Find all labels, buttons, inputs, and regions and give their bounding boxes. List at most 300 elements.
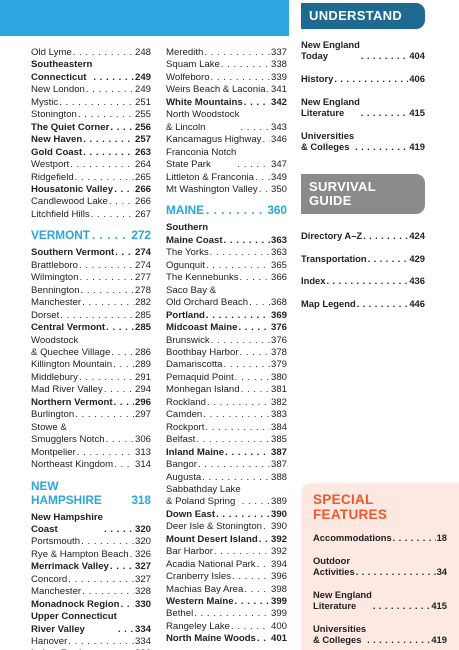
page-number: 415 [409, 107, 425, 118]
toc-entry[interactable] [166, 584, 287, 596]
toc-entry[interactable] [31, 536, 151, 548]
toc-entry[interactable] [166, 409, 287, 421]
entry-name: Portland [166, 309, 205, 321]
toc-entry[interactable] [31, 272, 151, 284]
entry-name: The Quiet Corner [31, 121, 110, 133]
page-number: 297 [134, 409, 151, 421]
entry-name: Kancamagus Highway [166, 134, 262, 146]
dot-leader [240, 347, 270, 359]
page-number: 436 [409, 275, 425, 286]
entry-name: Transportation [301, 252, 367, 264]
toc-entry[interactable] [166, 384, 287, 396]
page-number: 278 [134, 284, 151, 296]
entry-name: The Kennebunks [166, 272, 239, 284]
toc-entry[interactable] [31, 459, 151, 471]
dot-leader [363, 230, 408, 241]
toc-entry[interactable] [313, 589, 447, 611]
entry-name: North Maine Woods [166, 633, 256, 645]
page-number: 328 [134, 586, 151, 598]
dot-leader [373, 600, 430, 611]
page-number: 415 [431, 600, 447, 611]
dot-leader [334, 73, 408, 84]
toc-entry[interactable] [166, 434, 287, 446]
toc-entry[interactable] [166, 59, 287, 71]
dot-leader [86, 84, 134, 96]
toc-entry[interactable] [31, 549, 151, 561]
entry-name: Monadnock Region [31, 598, 120, 610]
page-number: 266 [134, 196, 151, 208]
dot-leader [224, 359, 270, 371]
section-page: 272 [131, 228, 151, 243]
page-number: 265 [134, 171, 151, 183]
toc-entry[interactable] [166, 521, 287, 533]
dot-leader [115, 247, 134, 259]
toc-entry[interactable] [31, 97, 151, 109]
understand-heading: UNDERSTAND [301, 3, 425, 29]
page-number: 320 [134, 536, 151, 548]
entry-name: Northern Vermont [31, 396, 113, 408]
page-number: 379 [270, 359, 287, 371]
toc-entry[interactable] [166, 260, 287, 272]
dot-leader [75, 172, 134, 184]
section-name: NEW HAMPSHIRE [31, 478, 102, 507]
page-number: 349 [270, 171, 287, 183]
entry-name: Directory A–Z [301, 230, 363, 241]
page-number: 337 [270, 47, 287, 58]
dot-leader [207, 397, 270, 409]
toc-entry[interactable] [31, 109, 151, 121]
page-number: 314 [134, 459, 151, 471]
page-number: 277 [134, 272, 151, 284]
toc-entry[interactable] [166, 72, 287, 84]
toc-column-2 [166, 47, 287, 646]
page-number: 249 [134, 84, 151, 96]
toc-entry[interactable] [31, 335, 151, 360]
page-number: 274 [134, 247, 151, 259]
dot-leader [68, 574, 134, 586]
toc-entry[interactable] [166, 472, 287, 484]
toc-entry[interactable] [31, 297, 151, 309]
page-number: 383 [270, 409, 287, 421]
page-number: 327 [134, 573, 151, 585]
dot-leader [232, 571, 270, 583]
dot-leader [355, 141, 408, 152]
page-number: 380 [270, 371, 287, 383]
page-number: 334 [134, 636, 151, 648]
toc-entry[interactable] [301, 73, 425, 84]
toc-entry[interactable] [301, 39, 425, 61]
toc-entry[interactable] [31, 372, 151, 384]
entry-name: New Haven [31, 134, 83, 146]
toc-entry[interactable] [31, 122, 151, 134]
dot-leader [211, 72, 270, 84]
toc-entry[interactable] [31, 574, 151, 586]
toc-entry[interactable] [166, 134, 287, 146]
toc-section-heading[interactable] [166, 203, 287, 217]
toc-entry[interactable] [166, 285, 287, 310]
dot-leader [206, 203, 265, 217]
dot-leader [361, 50, 408, 61]
toc-entry[interactable] [31, 159, 151, 171]
toc-entry[interactable] [31, 247, 151, 259]
entry-name: Machias Bay Area [166, 583, 244, 595]
dot-leader [211, 335, 270, 347]
page-number: 343 [270, 121, 287, 133]
entry-name: Candlewood Lake [31, 196, 108, 208]
toc-entry[interactable] [301, 230, 425, 241]
dot-leader [202, 472, 270, 484]
entry-name: Littleton & Franconia [166, 171, 254, 183]
toc-entry[interactable] [31, 285, 151, 297]
toc-entry[interactable] [166, 459, 287, 471]
entry-name: Damariscotta [166, 359, 223, 371]
entry-name: Squam Lake [166, 59, 220, 71]
page-number: 404 [409, 50, 425, 61]
toc-entry[interactable] [166, 84, 287, 96]
page-number: 398 [270, 583, 287, 595]
page-number: 366 [270, 272, 287, 284]
entry-name: Augusta [166, 471, 202, 483]
entry-name: Burlington [31, 409, 75, 421]
entry-name: New England Literature [301, 96, 360, 118]
page-number: 327 [134, 561, 151, 573]
toc-entry[interactable] [31, 209, 151, 221]
page-number: 341 [270, 84, 287, 96]
survival-heading: SURVIVAL GUIDE [301, 174, 425, 214]
dot-leader [110, 122, 134, 134]
entry-name: New London [31, 84, 85, 96]
dot-leader [357, 298, 409, 309]
page-number: 384 [270, 421, 287, 433]
entry-name: Down East [166, 508, 216, 520]
entry-name: Outdoor Activities [313, 555, 355, 577]
dot-leader [238, 322, 270, 334]
entry-name: Universities & Colleges [313, 623, 367, 645]
dot-leader [77, 447, 134, 459]
toc-entry[interactable] [31, 586, 151, 598]
entry-name: Monhegan Island [166, 384, 240, 396]
entry-name: Concord [31, 573, 68, 585]
toc-entry[interactable] [166, 359, 287, 371]
toc-entry[interactable] [313, 532, 447, 543]
header-accent-bar [0, 0, 289, 36]
toc-entry[interactable] [166, 322, 287, 334]
entry-name: Universities & Colleges [301, 130, 355, 152]
dot-leader [81, 285, 134, 297]
toc-entry[interactable] [166, 571, 287, 583]
entry-name: Map Legend [301, 297, 356, 309]
entry-name: Southeastern Connecticut [31, 59, 93, 83]
dot-leader [267, 84, 270, 96]
understand-list [301, 39, 425, 152]
toc-entry[interactable] [166, 596, 287, 608]
page-number: 342 [270, 96, 287, 108]
page-number: 267 [134, 208, 151, 220]
entry-name: Ridgefield [31, 171, 74, 183]
entry-name: Deer Isle & Stonington [166, 521, 262, 533]
toc-entry[interactable] [166, 247, 287, 259]
page-number: 326 [134, 548, 151, 560]
dot-leader [82, 297, 134, 309]
toc-entry[interactable] [166, 310, 287, 322]
entry-name: Meredith [166, 47, 204, 58]
entry-name: Bar Harbor [166, 546, 213, 558]
dot-leader [241, 384, 270, 396]
entry-name: Brattleboro [31, 259, 78, 271]
entry-name: Stonington [31, 109, 77, 121]
entry-name: Northeast Kingdom [31, 459, 114, 471]
entry-name: New England Today [301, 39, 360, 61]
dot-leader [204, 47, 270, 59]
entry-name: Westport [31, 159, 70, 171]
toc-entry[interactable] [166, 147, 287, 172]
entry-name: North Woodstock & Lincoln [166, 109, 240, 133]
dot-leader [240, 272, 270, 284]
dot-leader [231, 621, 270, 633]
toc-entry[interactable] [31, 636, 151, 648]
toc-entry[interactable] [166, 608, 287, 620]
toc-entry[interactable] [31, 512, 151, 537]
entry-name: Gold Coast [31, 146, 83, 158]
entry-name: Portsmouth [31, 536, 81, 548]
entry-name: Bangor [166, 459, 197, 471]
dot-leader [114, 397, 134, 409]
toc-entry[interactable] [31, 611, 151, 636]
dot-leader [114, 459, 134, 471]
page-number: 256 [134, 121, 151, 133]
toc-entry[interactable] [31, 599, 151, 611]
entry-name: Litchfield Hills [31, 208, 90, 220]
dot-leader [79, 372, 134, 384]
toc-entry[interactable] [166, 109, 287, 134]
dot-leader [249, 297, 270, 309]
entry-name: Acadia National Park [166, 558, 256, 570]
page-number: 251 [134, 96, 151, 108]
dot-leader [130, 549, 134, 561]
entry-name: Rockport [166, 421, 205, 433]
page-number: 255 [134, 109, 151, 121]
entry-name: New Hampshire Coast [31, 511, 103, 535]
entry-name: Accommodations [313, 532, 392, 543]
page-number: 285 [134, 309, 151, 321]
toc-entry[interactable] [166, 559, 287, 571]
entry-name: Bennington [31, 284, 80, 296]
entry-name: Middlebury [31, 371, 78, 383]
toc-section-heading[interactable] [31, 479, 151, 507]
dot-leader [194, 608, 270, 620]
entry-name: Manchester [31, 297, 82, 309]
entry-name: Bethel [166, 608, 194, 620]
entry-name: Midcoast Maine [166, 322, 238, 334]
toc-entry[interactable] [31, 134, 151, 146]
toc-entry[interactable] [31, 84, 151, 96]
page-number: 369 [270, 309, 287, 321]
entry-name: Montpelier [31, 446, 76, 458]
page-number: 394 [270, 558, 287, 570]
dot-leader [327, 275, 409, 286]
dot-leader [70, 159, 134, 171]
toc-entry[interactable] [31, 447, 151, 459]
dot-leader [93, 72, 134, 84]
toc-entry[interactable] [166, 633, 287, 645]
page-number: 385 [270, 434, 287, 446]
toc-entry[interactable] [166, 509, 287, 521]
toc-entry[interactable] [313, 623, 447, 645]
toc-entry[interactable] [166, 422, 287, 434]
entry-name: Central Vermont [31, 322, 106, 334]
entry-name: The Yorks [166, 247, 209, 259]
page-number: 368 [270, 297, 287, 309]
toc-entry[interactable] [31, 196, 151, 208]
dot-leader [368, 253, 409, 264]
page-number: 263 [134, 146, 151, 158]
toc-entry[interactable] [313, 555, 447, 577]
toc-entry[interactable] [166, 347, 287, 359]
dot-leader [113, 359, 134, 371]
dot-leader [224, 235, 270, 247]
toc-entry[interactable] [31, 384, 151, 396]
dot-leader [114, 184, 134, 196]
toc-entry[interactable] [166, 484, 287, 509]
toc-entry[interactable] [31, 322, 151, 334]
entry-name: Southern Vermont [31, 247, 115, 259]
entry-name: Rangeley Lake [166, 620, 231, 632]
page-number: 376 [270, 322, 287, 334]
entry-name: Camden [166, 409, 203, 421]
entry-name: Killington Mountain [31, 359, 113, 371]
toc-entry[interactable] [31, 59, 151, 84]
toc-entry[interactable] [166, 272, 287, 284]
dot-leader [235, 596, 270, 608]
toc-entry[interactable] [31, 409, 151, 421]
dot-leader [356, 566, 436, 577]
toc-entry[interactable] [166, 47, 287, 59]
dot-leader [244, 97, 270, 109]
toc-entry[interactable] [301, 298, 425, 309]
page-number: 424 [409, 230, 425, 241]
toc-entry[interactable] [166, 447, 287, 459]
page-number: 286 [134, 346, 151, 358]
page-number: 264 [134, 159, 151, 171]
toc-entry[interactable] [31, 47, 151, 59]
toc-entry[interactable] [31, 561, 151, 573]
understand-section [301, 3, 425, 164]
toc-section-heading[interactable] [31, 228, 151, 242]
entry-name: Saco Bay & Old Orchard Beach [166, 284, 249, 309]
entry-name: Brunswick [166, 334, 210, 346]
toc-entry[interactable] [31, 260, 151, 272]
toc-entry[interactable] [301, 275, 425, 286]
toc-entry[interactable] [166, 222, 287, 247]
page-number: 294 [134, 384, 151, 396]
entry-name: Rye & Hampton Beach [31, 548, 129, 560]
toc-entry[interactable] [166, 534, 287, 546]
dot-leader [214, 546, 270, 558]
toc-entry[interactable] [31, 310, 151, 322]
dot-leader [91, 209, 134, 221]
toc-entry[interactable] [166, 172, 287, 184]
toc-entry[interactable] [31, 147, 151, 159]
page-number: 381 [270, 384, 287, 396]
page-number: 389 [270, 496, 287, 508]
dot-leader [59, 97, 134, 109]
dot-leader [75, 409, 134, 421]
page-number: 419 [431, 634, 447, 645]
toc-entry[interactable] [31, 397, 151, 409]
toc-entry[interactable] [301, 96, 425, 118]
dot-leader [216, 509, 270, 521]
page-number: 392 [270, 533, 287, 545]
page-number: 330 [134, 598, 151, 610]
page-number: 363 [270, 247, 287, 259]
page-number: 382 [270, 396, 287, 408]
toc-entry[interactable] [166, 397, 287, 409]
dot-leader [78, 109, 134, 121]
special-features-heading: SPECIAL FEATURES [313, 492, 388, 522]
entry-name: Hanover [31, 636, 68, 648]
entry-name: Wolfeboro [166, 71, 210, 83]
page-number: 406 [409, 73, 425, 84]
entry-name: Merrimack Valley [31, 561, 109, 573]
entry-name: Wilmington [31, 272, 79, 284]
entry-name: Mount Desert Island [166, 533, 258, 545]
dot-leader [393, 532, 436, 543]
toc-entry[interactable] [31, 422, 151, 447]
toc-entry[interactable] [166, 621, 287, 633]
toc-entry[interactable] [166, 372, 287, 384]
page-number: 338 [270, 59, 287, 71]
page-number: 347 [270, 159, 287, 171]
page-number: 363 [270, 234, 287, 246]
entry-name: Mystic [31, 96, 59, 108]
toc-entry[interactable] [31, 184, 151, 196]
page-number: 419 [409, 141, 425, 152]
entry-name: History [301, 73, 334, 84]
toc-entry[interactable] [166, 97, 287, 109]
page-number: 446 [409, 297, 425, 309]
page-number: 388 [270, 471, 287, 483]
entry-name: Belfast [166, 434, 196, 446]
entry-name: Upper Connecticut River Valley [31, 611, 117, 635]
entry-name: New England Literature [313, 589, 372, 611]
entry-name: Dorset [31, 309, 60, 321]
entry-name: Manchester [31, 586, 82, 598]
toc-entry[interactable] [31, 359, 151, 371]
dot-leader [259, 534, 270, 546]
toc-entry[interactable] [301, 253, 425, 264]
toc-entry[interactable] [166, 335, 287, 347]
page-number: 387 [270, 459, 287, 471]
page-number: 289 [134, 359, 151, 371]
dot-leader [83, 134, 134, 146]
toc-entry[interactable] [166, 184, 287, 196]
dot-leader [235, 372, 270, 384]
dot-leader [111, 347, 134, 359]
dot-leader [118, 624, 134, 636]
survival-list [301, 230, 425, 309]
entry-name: Pemaquid Point [166, 371, 234, 383]
special-features-box [301, 483, 459, 650]
toc-entry[interactable] [31, 172, 151, 184]
entry-name: Southern Maine Coast [166, 222, 223, 246]
dot-leader [106, 434, 134, 446]
dot-leader [120, 599, 134, 611]
entry-name: Mt Washington Valley [166, 183, 258, 195]
toc-entry[interactable] [166, 546, 287, 558]
entry-name: Inland Maine [166, 446, 225, 458]
toc-entry[interactable] [301, 130, 425, 152]
section-name: VERMONT [31, 228, 90, 243]
